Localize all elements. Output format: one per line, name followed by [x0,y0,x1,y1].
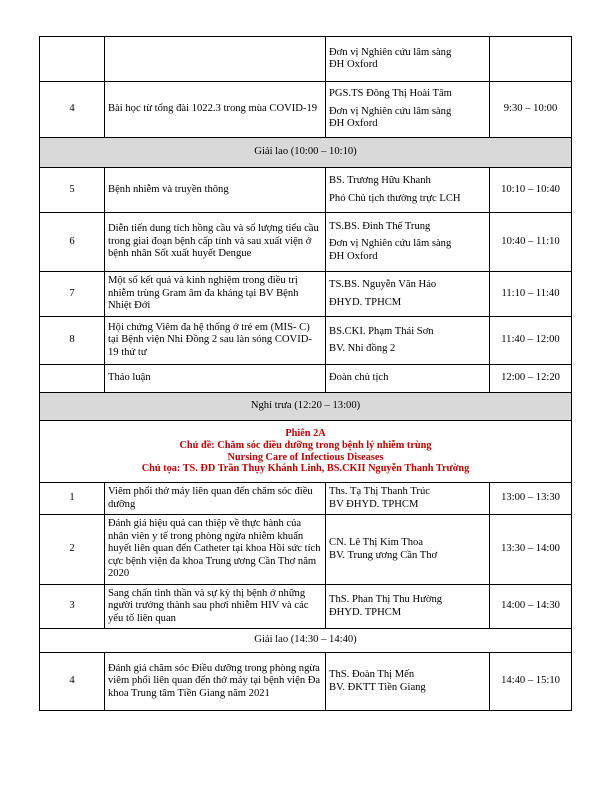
time-cell: 14:40 – 15:10 [490,653,572,711]
topic-cell [105,37,326,82]
table-row [40,515,572,585]
table-row [40,213,572,272]
speaker-cell: Đoàn chủ tịch [326,365,490,393]
time-cell: 13:30 – 14:00 [490,515,572,585]
no-cell: 5 [40,168,105,213]
no-cell [40,365,105,393]
session-header [40,421,572,483]
topic-cell: Sang chấn tinh thần và sự kỳ thị bệnh ở những người trưởng thành sau phơi nhiễm HIV và các yếu tố liên quan [105,585,326,629]
topic-cell: Bài học từ tổng đài 1022.3 trong mùa COVID-19 [105,82,326,138]
speaker-cell [326,483,490,515]
topic-cell: Viêm phổi thở máy liên quan đến chăm sóc điều dưỡng [105,483,326,515]
break-label: Giải lao (14:30 – 14:40) [40,629,572,653]
no-cell: 7 [40,272,105,317]
speaker-org: BV ĐHYD. TPHCM [329,498,419,510]
table-row [40,653,572,711]
speaker-cell [326,272,490,317]
topic-cell: Diễn tiến dung tích hồng cầu và số lượng tiểu cầu trong giai đoạn bệnh cấp tính và sau xuất viện ở bệnh nhân Sốt xuất huyết Dengue [105,213,326,272]
table-row [40,483,572,515]
speaker-name: Ths. Tạ Thị Thanh Trúc [329,486,430,498]
speaker-org: ĐH Oxford [329,59,378,70]
no-cell [40,37,105,82]
session-chairs: Chủ tọa: TS. ĐD Trần Thụy Khánh Linh, BS.CKII Nguyễn Thanh Trường [141,463,470,475]
no-cell: 4 [40,653,105,711]
speaker-cell [326,37,490,82]
lunch-label: Nghỉ trưa (12:20 – 13:00) [40,393,572,421]
speaker-org: BV. ĐKTT Tiền Giang [329,681,426,693]
speaker-name: ThS. Phan Thị Thu Hường [329,594,443,606]
no-cell: 1 [40,483,105,515]
speaker-cell [326,317,490,365]
table-row [40,317,572,365]
topic-cell: Bệnh nhiễm và truyền thông [105,168,326,213]
time-cell: 13:00 – 13:30 [490,483,572,515]
speaker-org: BV. Trung ương Cần Thơ [329,549,438,561]
session-header-row [40,421,572,483]
speaker-org: Đơn vị Nghiên cứu lâm sàng [329,105,452,117]
time-cell [490,37,572,82]
speaker-cell [326,515,490,585]
no-cell: 3 [40,585,105,629]
speaker-name: BS.CKI. Phạm Thái Sơn [329,325,434,337]
speaker-org: BV. Nhi đồng 2 [329,343,396,354]
speaker-name: TS.BS. Đinh Thế Trung [329,220,431,232]
speaker-name: CN. Lê Thị Kim Thoa [329,537,424,549]
time-cell: 14:00 – 14:30 [490,585,572,629]
break-row [40,138,572,168]
speaker-cell [326,653,490,711]
speaker-name: PGS.TS Đông Thị Hoài Tâm [329,88,452,100]
time-cell: 9:30 – 10:00 [490,82,572,138]
table-row [40,82,572,138]
topic-cell: Hội chứng Viêm đa hệ thống ở trẻ em (MIS- C) tại Bệnh viện Nhi Đồng 2 sau làn sóng COVID-19 thứ tư [105,317,326,365]
speaker-org: Phó Chủ tịch thường trực LCH [329,192,461,204]
table-row [40,272,572,317]
topic-cell: Một số kết quả và kinh nghiệm trong điều trị nhiễm trùng Gram âm đa kháng tại BV Bệnh Nhiệt Đới [105,272,326,317]
lunch-row [40,393,572,421]
time-cell: 11:40 – 12:00 [490,317,572,365]
speaker-cell [326,82,490,138]
no-cell: 4 [40,82,105,138]
program-table [39,36,572,711]
topic-cell: Đánh giá chăm sóc Điều dưỡng trong phòng ngừa viêm phổi liên quan đến thở máy tại bệnh viện Đa khoa Trung tâm Tiền Giang năm 2021 [105,653,326,711]
speaker-name: BS. Trương Hữu Khanh [329,175,431,187]
time-cell: 10:40 – 11:10 [490,213,572,272]
speaker-org: Đơn vị Nghiên cứu lâm sàng [329,46,452,58]
speaker-org: ĐHYD. TPHCM [329,296,402,308]
break-row [40,629,572,653]
session-title: Phiên 2A [285,427,326,439]
speaker-name: ThS. Đoàn Thị Mến [329,669,415,681]
no-cell: 6 [40,213,105,272]
time-cell: 10:10 – 10:40 [490,168,572,213]
break-label: Giải lao (10:00 – 10:10) [40,138,572,168]
time-cell: 12:00 – 12:20 [490,365,572,393]
table-row [40,168,572,213]
no-cell: 2 [40,515,105,585]
speaker-cell [326,585,490,629]
speaker-cell [326,168,490,213]
table-row [40,365,572,393]
table-row [40,37,572,82]
speaker-cell [326,213,490,272]
speaker-org: ĐH Oxford [329,118,378,130]
no-cell: 8 [40,317,105,365]
session-theme-en: Nursing Care of Infectious Diseases [227,451,384,463]
time-cell: 11:10 – 11:40 [490,272,572,317]
speaker-org: ĐHYD. TPHCM [329,606,402,618]
topic-cell: Thảo luận [105,365,326,393]
speaker-org: ĐH Oxford [329,250,378,262]
table-row [40,585,572,629]
topic-cell: Đánh giá hiệu quả can thiệp về thực hành của nhân viên y tế trong phòng ngừa nhiễm khuẩn huyết liên quan đến Catheter tại khoa Hồi sức tích cực bệnh viện đa khoa Trung ương Cần Thơ năm 2020 [105,515,326,585]
speaker-name: TS.BS. Nguyễn Văn Hảo [329,279,437,291]
speaker-org: Đơn vị Nghiên cứu lâm sàng [329,238,452,250]
session-theme: Chủ đề: Chăm sóc điều dưỡng trong bệnh lý nhiễm trùng [179,439,432,451]
